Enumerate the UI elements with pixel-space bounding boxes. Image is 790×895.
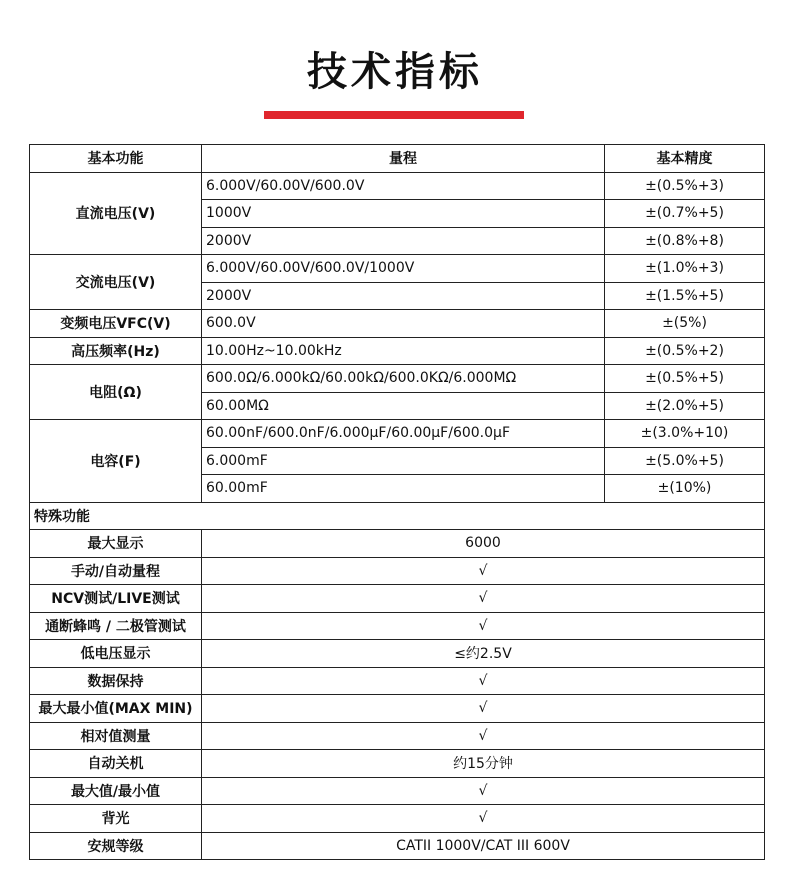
table-row (30, 805, 765, 833)
feature-value: √ (202, 585, 765, 613)
table-row (30, 420, 765, 448)
table-row (30, 530, 765, 558)
page-title: 技术指标 (307, 49, 483, 95)
feature-label: 自动关机 (30, 750, 202, 778)
accuracy-cell: ±(3.0%+10) (605, 420, 765, 448)
feature-label: 最大值/最小值 (30, 777, 202, 805)
table-row (30, 172, 765, 200)
feature-value: CATII 1000V/CAT III 600V (202, 832, 765, 860)
table-row (30, 365, 765, 393)
feature-value: √ (202, 557, 765, 585)
accuracy-cell: ±(5%) (605, 310, 765, 338)
feature-label: 通断蜂鸣 / 二极管测试 (30, 612, 202, 640)
accuracy-cell: ±(0.5%+3) (605, 172, 765, 200)
table-row (30, 777, 765, 805)
feature-value: √ (202, 612, 765, 640)
accuracy-cell: ±(5.0%+5) (605, 447, 765, 475)
accuracy-cell: ±(1.0%+3) (605, 255, 765, 283)
category-capacitance: 电容(F) (30, 420, 202, 503)
feature-value: √ (202, 722, 765, 750)
table-row (30, 557, 765, 585)
header-accuracy: 基本精度 (605, 145, 765, 173)
table-row (30, 255, 765, 283)
feature-label: 背光 (30, 805, 202, 833)
range-cell: 2000V (202, 282, 605, 310)
range-cell: 6.000V/60.00V/600.0V (202, 172, 605, 200)
feature-label: 最大最小值(MAX MIN) (30, 695, 202, 723)
range-cell: 6.000V/60.00V/600.0V/1000V (202, 255, 605, 283)
table-row (30, 722, 765, 750)
range-cell: 2000V (202, 227, 605, 255)
header-function: 基本功能 (30, 145, 202, 173)
feature-value: √ (202, 667, 765, 695)
range-cell: 60.00mF (202, 475, 605, 503)
category-ac-voltage: 交流电压(V) (30, 255, 202, 310)
feature-value: √ (202, 695, 765, 723)
table-row (30, 640, 765, 668)
category-vfc-voltage: 变频电压VFC(V) (30, 310, 202, 338)
section-row (30, 502, 765, 530)
table-row (30, 337, 765, 365)
table-row (30, 612, 765, 640)
accuracy-cell: ±(2.0%+5) (605, 392, 765, 420)
range-cell: 600.0V (202, 310, 605, 338)
category-dc-voltage: 直流电压(V) (30, 172, 202, 255)
feature-label: 手动/自动量程 (30, 557, 202, 585)
table-row (30, 832, 765, 860)
table-row (30, 750, 765, 778)
special-functions-heading: 特殊功能 (30, 502, 765, 530)
table-row (30, 310, 765, 338)
table-row (30, 585, 765, 613)
range-cell: 60.00nF/600.0nF/6.000μF/60.00μF/600.0μF (202, 420, 605, 448)
accuracy-cell: ±(0.7%+5) (605, 200, 765, 228)
title-underline (264, 111, 524, 119)
header-range: 量程 (202, 145, 605, 173)
table-header-row (30, 145, 765, 173)
accuracy-cell: ±(10%) (605, 475, 765, 503)
accuracy-cell: ±(1.5%+5) (605, 282, 765, 310)
feature-value: √ (202, 805, 765, 833)
feature-label: NCV测试/LIVE测试 (30, 585, 202, 613)
accuracy-cell: ±(0.5%+2) (605, 337, 765, 365)
feature-value: 6000 (202, 530, 765, 558)
feature-value: ≤约2.5V (202, 640, 765, 668)
accuracy-cell: ±(0.5%+5) (605, 365, 765, 393)
feature-label: 低电压显示 (30, 640, 202, 668)
feature-label: 安规等级 (30, 832, 202, 860)
range-cell: 1000V (202, 200, 605, 228)
range-cell: 6.000mF (202, 447, 605, 475)
table-row (30, 695, 765, 723)
category-resistance: 电阻(Ω) (30, 365, 202, 420)
feature-label: 相对值测量 (30, 722, 202, 750)
feature-label: 最大显示 (30, 530, 202, 558)
category-frequency: 高压频率(Hz) (30, 337, 202, 365)
feature-value: 约15分钟 (202, 750, 765, 778)
range-cell: 600.0Ω/6.000kΩ/60.00kΩ/600.0KΩ/6.000MΩ (202, 365, 605, 393)
feature-label: 数据保持 (30, 667, 202, 695)
table-row (30, 667, 765, 695)
spec-table (29, 144, 765, 860)
range-cell: 10.00Hz~10.00kHz (202, 337, 605, 365)
range-cell: 60.00MΩ (202, 392, 605, 420)
accuracy-cell: ±(0.8%+8) (605, 227, 765, 255)
feature-value: √ (202, 777, 765, 805)
